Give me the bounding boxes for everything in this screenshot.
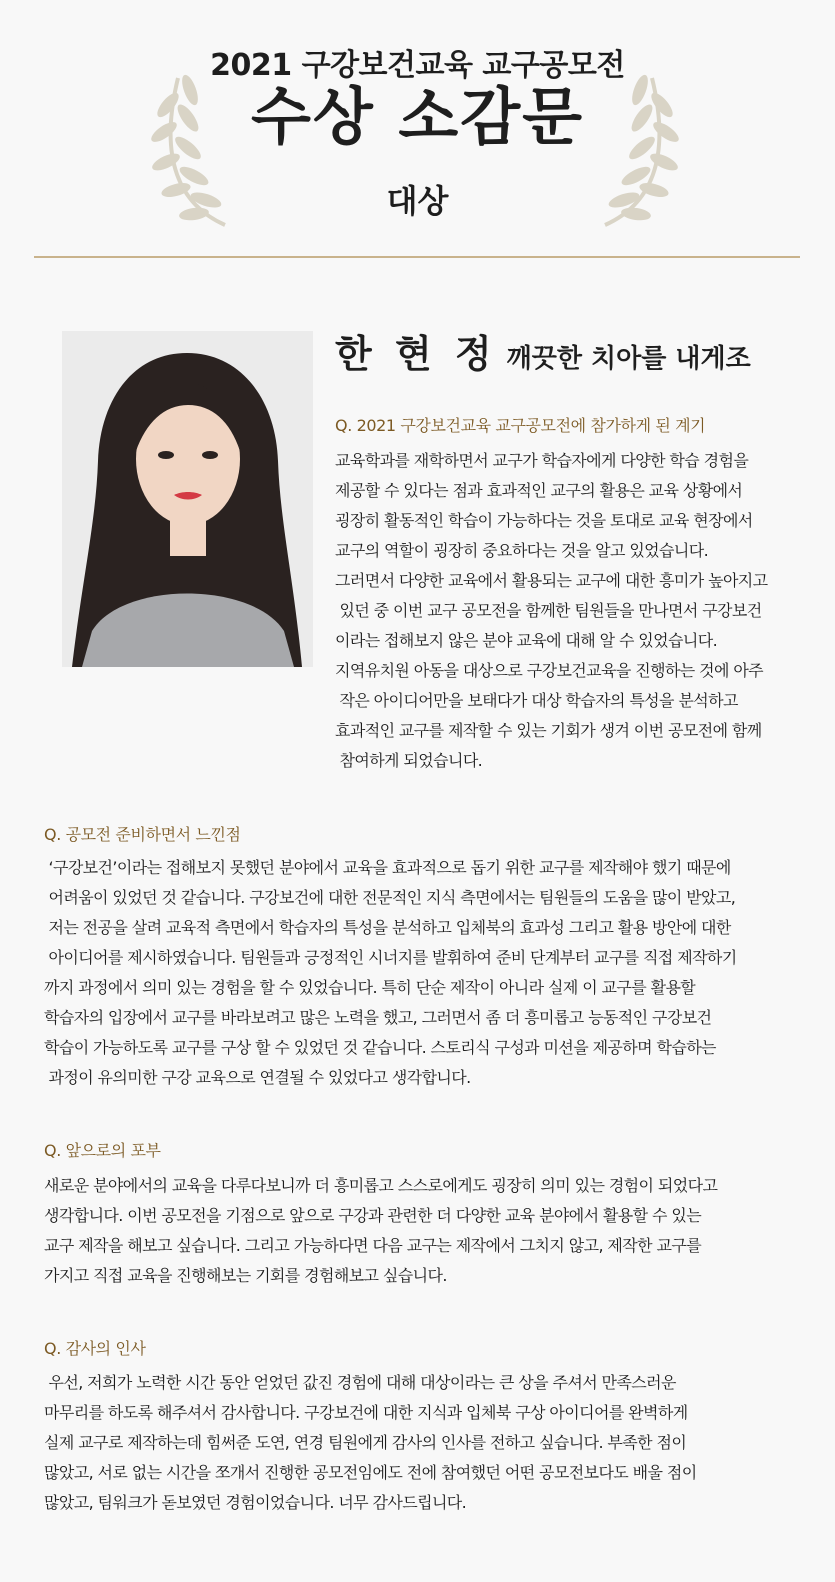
awardee-name: 한 현 정 bbox=[335, 332, 497, 376]
page-title: 수상 소감문 bbox=[250, 80, 585, 153]
question-heading: Q. 앞으로의 포부 bbox=[44, 1141, 161, 1160]
answer-paragraph: 새로운 분야에서의 교육을 다루다보니까 더 흥미롭고 스스로에게도 굉장히 의미 있는 경험이 되었다고 생각합니다. 이번 공모전을 기점으로 앞으로 구강과 관련한 더 다양한 교육 분야에서 활용할 수 있는 교구 제작을 해보고 싶습니다. 그리고 가능하다면 다음 교구는 제작에서 그치지 않고, 제작한 교구를 가지고 직접 교육을 진행해보는 기회를 경험해보고 싶습니다. bbox=[44, 1176, 718, 1285]
header bbox=[0, 0, 835, 260]
answer-paragraph: ‘구강보건’이라는 접해보지 못했던 분야에서 교육을 효과적으로 돕기 위한 교구를 제작해야 했기 때문에 어려움이 있었던 것 같습니다. 구강보건에 대한 전문적인 지식 측면에서는 팀원들의 도움을 많이 받았고, 저는 전공을 살려 교육적 측면에서 학습자의 특성을 분석하고 입체북의 효과성 그리고 활용 방안에 대한 아이디어를 제시하였습니다. 팀원들과 긍정적인 시너지를 발휘하여 준비 단계부터 교구를 직접 제작하기 까지 과정에서 의미 있는 경험을 할 수 있었습니다. 특히 단순 제작이 아니라 실제 이 교구를 활용할 학습자의 입장에서 교구를 바라보려고 많은 노력을 했고, 그러면서 좀 더 흥미롭고 능동적인 구강보건 학습이 가능하도록 교구를 구상 할 수 있었던 것 같습니다. 스토리식 구성과 미션을 제공하며 학습하는 과정이 유의미한 구강 교육으로 연결될 수 있었다고 생각합니다. bbox=[44, 858, 737, 1087]
awardee bbox=[335, 323, 751, 378]
question-heading: Q. 공모전 준비하면서 느낀점 bbox=[44, 825, 241, 844]
profile-photo bbox=[62, 331, 313, 667]
question-heading: Q. 감사의 인사 bbox=[44, 1339, 146, 1358]
award-label: 대상 bbox=[386, 182, 449, 220]
header-divider bbox=[34, 256, 800, 258]
answer-paragraph: 교육학과를 재학하면서 교구가 학습자에게 다양한 학습 경험을 제공할 수 있다는 점과 효과적인 교구의 활용은 교육 상황에서 굉장히 활동적인 학습이 가능하다는 것을 토대로 교육 현장에서 교구의 역할이 굉장히 중요하다는 것을 알고 있었습니다. 그러면서 다양한 교육에서 활용되는 교구에 대한 흥미가 높아지고 있던 중 이번 교구 공모전을 함께한 팀원들을 만나면서 구강보건 이라는 접해보지 않은 분야 교육에 대해 알 수 있었습니다. 지역유치원 아동을 대상으로 구강보건교육을 진행하는 것에 아주 작은 아이디어만을 보태다가 대상 학습자의 특성을 분석하고 효과적인 교구를 제작할 수 있는 기회가 생겨 이번 공모전에 함께 참여하게 되었습니다. bbox=[335, 451, 768, 770]
question-heading: Q. 2021 구강보건교육 교구공모전에 참가하게 된 계기 bbox=[335, 416, 706, 435]
contest-subtitle: 2021 구강보건교육 교구공모전 bbox=[210, 48, 625, 83]
answer-paragraph: 우선, 저희가 노력한 시간 동안 얻었던 값진 경험에 대해 대상이라는 큰 상을 주셔서 만족스러운 마무리를 하도록 해주셔서 감사합니다. 구강보건에 대한 지식과 입체북 구상 아이디어를 완벽하게 실제 교구로 제작하는데 힘써준 도연, 연경 팀원에게 감사의 인사를 전하고 싶습니다. 부족한 점이 많았고, 서로 없는 시간을 쪼개서 진행한 공모전임에도 전에 참여했던 어떤 공모전보다도 배울 점이 많았고, 팀워크가 돋보였던 경험이었습니다. 너무 감사드립니다. bbox=[44, 1373, 697, 1512]
team-name: 깨끗한 치아를 내게조 bbox=[506, 344, 751, 374]
